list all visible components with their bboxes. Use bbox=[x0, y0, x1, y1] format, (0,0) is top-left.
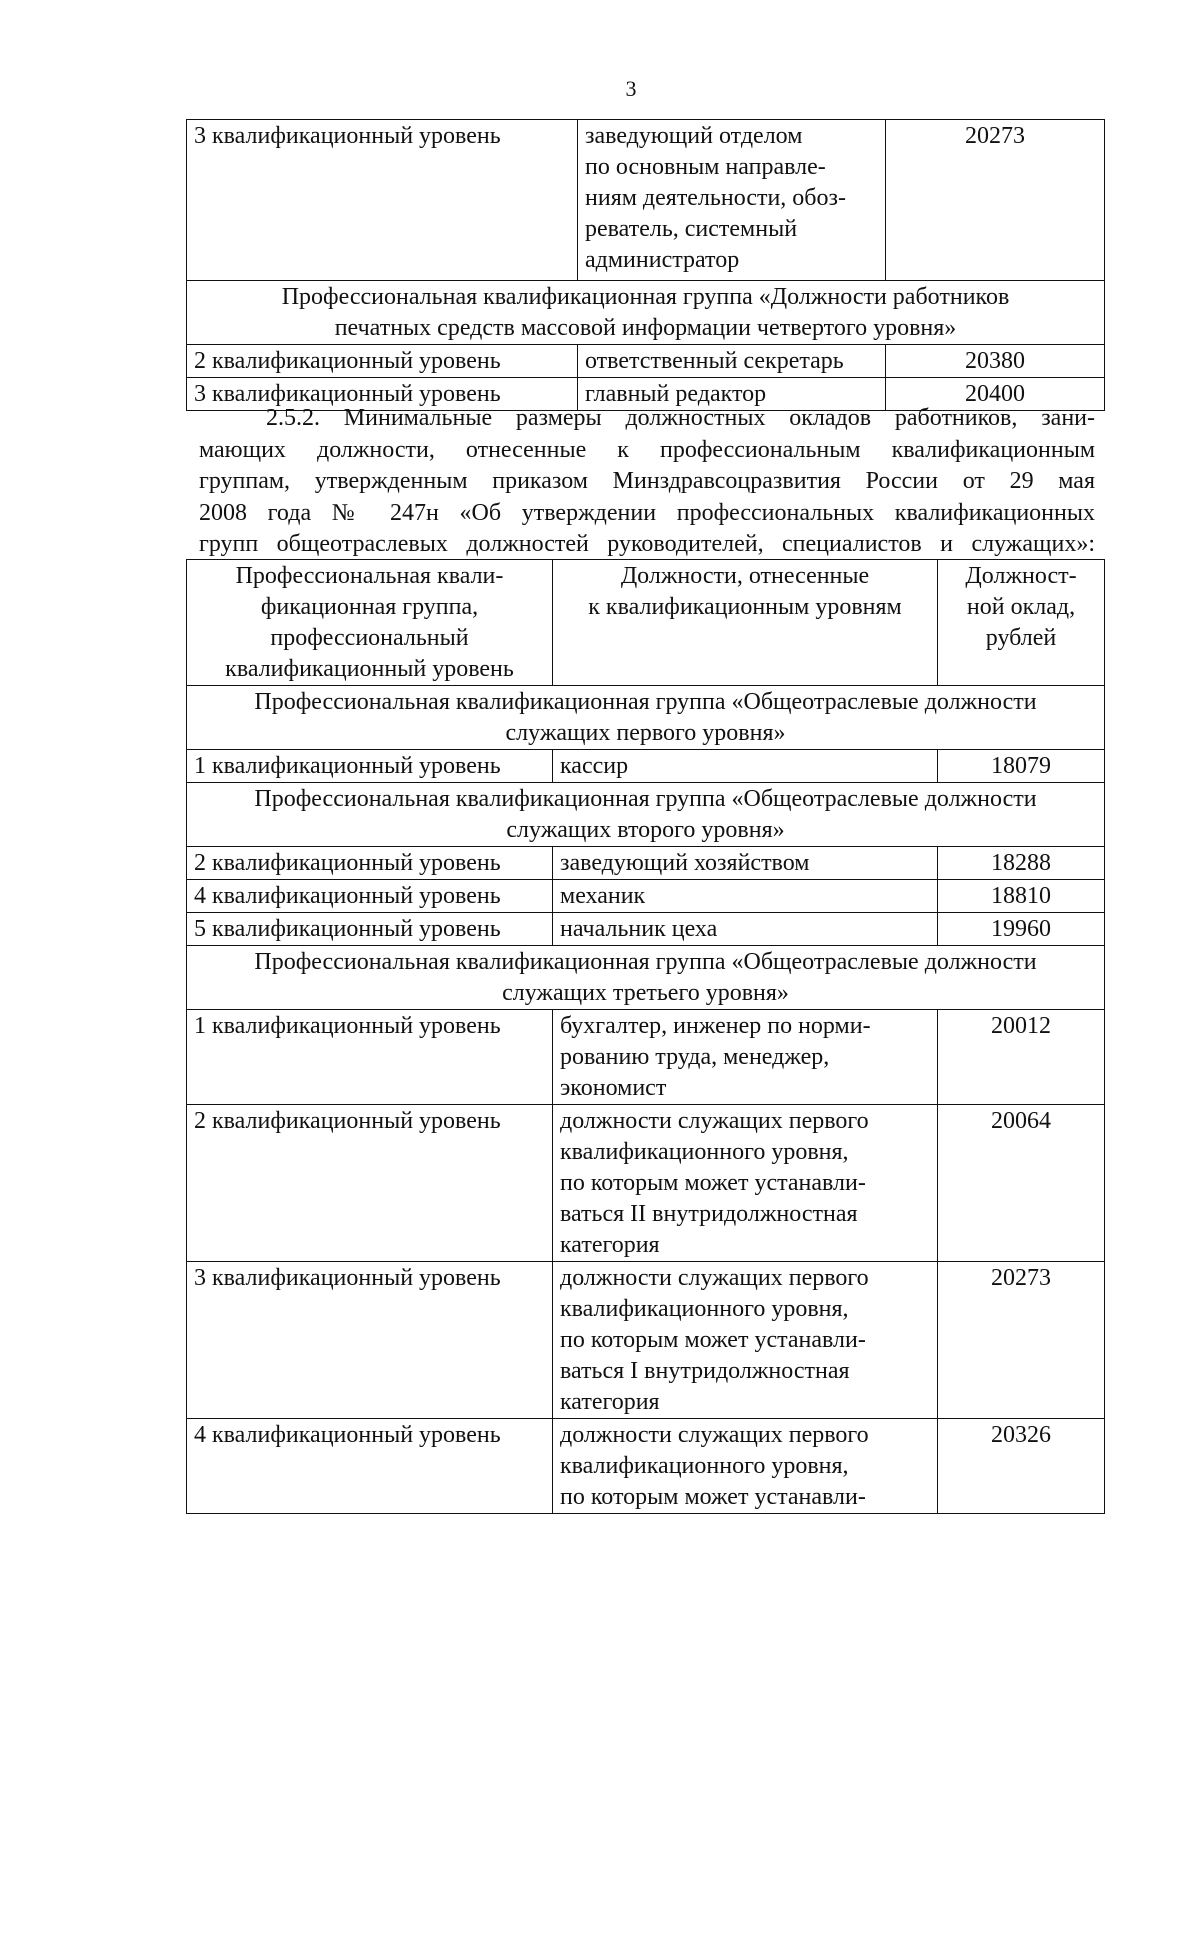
level-cell: 4 квалификационный уровень bbox=[187, 880, 553, 913]
positions-cell: должности служащих первого квалификационного уровня, по которым может устанавли- ваться I внутридолжностная категория bbox=[553, 1262, 938, 1419]
level-cell: 1 квалификационный уровень bbox=[187, 750, 553, 783]
positions-cell: должности служащих первого квалификационного уровня, по которым может устанавли- ваться II внутридолжностная категория bbox=[553, 1105, 938, 1262]
header-row bbox=[187, 560, 1105, 686]
level-cell: 4 квалификационный уровень bbox=[187, 1419, 553, 1514]
table-row bbox=[187, 1010, 1105, 1105]
salary-cell: 20273 bbox=[938, 1262, 1105, 1419]
salary-cell: 20380 bbox=[886, 345, 1105, 378]
positions-cell: начальник цеха bbox=[553, 913, 938, 946]
table-row bbox=[187, 913, 1105, 946]
level-cell: 1 квалификационный уровень bbox=[187, 1010, 553, 1105]
page-number: 3 bbox=[625, 76, 637, 101]
salary-cell: 18810 bbox=[938, 880, 1105, 913]
salary-cell: 18288 bbox=[938, 847, 1105, 880]
main-salary-table bbox=[186, 559, 1105, 1514]
paragraph-line: мающих должности, отнесенные к профессиональным квалификационным bbox=[199, 436, 1095, 463]
level-cell: 2 квалификационный уровень bbox=[187, 847, 553, 880]
level-cell: 2 квалификационный уровень bbox=[187, 345, 578, 378]
table-row bbox=[187, 1105, 1105, 1262]
positions-cell: заведующий хозяйством bbox=[553, 847, 938, 880]
table-row bbox=[187, 1262, 1105, 1419]
table-row bbox=[187, 750, 1105, 783]
group-row bbox=[187, 783, 1105, 847]
positions-cell: механик bbox=[553, 880, 938, 913]
positions-cell: кассир bbox=[553, 750, 938, 783]
group-row bbox=[187, 946, 1105, 1010]
top-salary-table bbox=[186, 119, 1105, 411]
level-cell: 2 квалификационный уровень bbox=[187, 1105, 553, 1262]
group-row bbox=[187, 686, 1105, 750]
group-row bbox=[187, 281, 1105, 345]
table-row bbox=[187, 345, 1105, 378]
paragraph-line: 2008 года № 247н «Об утверждении профессиональных квалификационных bbox=[199, 499, 1095, 526]
salary-cell: 18079 bbox=[938, 750, 1105, 783]
salary-cell: 19960 bbox=[938, 913, 1105, 946]
paragraph-line: группам, утвержденным приказом Минздравсоцразвития России от 29 мая bbox=[199, 468, 1095, 494]
salary-cell: 20012 bbox=[938, 1010, 1105, 1105]
header-group-level: Профессиональная квали- фикационная группа, профессиональный квалификационный уровень bbox=[187, 560, 553, 686]
paragraph-line: 2.5.2. Минимальные размеры должностных окладов работников, зани- bbox=[266, 405, 1095, 431]
header-salary: Должност- ной оклад, рублей bbox=[938, 560, 1105, 686]
group-heading: Профессиональная квалификационная группа «Общеотраслевые должности служащих второго уровня» bbox=[187, 783, 1105, 847]
positions-cell: ответственный секретарь bbox=[578, 345, 886, 378]
salary-cell: 20273 bbox=[886, 120, 1105, 281]
level-cell: 3 квалификационный уровень bbox=[187, 378, 578, 411]
salary-cell: 20400 bbox=[886, 378, 1105, 411]
positions-cell: заведующий отделом по основным направле- ниям деятельности, обоз- реватель, системный администратор bbox=[578, 120, 886, 281]
table-row bbox=[187, 847, 1105, 880]
level-cell: 5 квалификационный уровень bbox=[187, 913, 553, 946]
salary-cell: 20064 bbox=[938, 1105, 1105, 1262]
body-paragraph bbox=[199, 403, 1095, 561]
positions-cell: бухгалтер, инженер по норми- рованию труда, менеджер, экономист bbox=[553, 1010, 938, 1105]
header-positions: Должности, отнесенные к квалификационным уровням bbox=[553, 560, 938, 686]
group-heading: Профессиональная квалификационная группа «Общеотраслевые должности служащих третьего уровня» bbox=[187, 946, 1105, 1010]
paragraph-line: групп общеотраслевых должностей руководителей, специалистов и служащих»: bbox=[199, 531, 1095, 557]
salary-cell: 20326 bbox=[938, 1419, 1105, 1514]
group-heading: Профессиональная квалификационная группа «Общеотраслевые должности служащих первого уровня» bbox=[187, 686, 1105, 750]
level-cell: 3 квалификационный уровень bbox=[187, 1262, 553, 1419]
positions-cell: главный редактор bbox=[578, 378, 886, 411]
group-heading: Профессиональная квалификационная группа «Должности работников печатных средств массовой информации четвертого уровня» bbox=[187, 281, 1105, 345]
level-cell: 3 квалификационный уровень bbox=[187, 120, 578, 281]
table-row bbox=[187, 120, 1105, 281]
positions-cell: должности служащих первого квалификационного уровня, по которым может устанавли- bbox=[553, 1419, 938, 1514]
table-row bbox=[187, 1419, 1105, 1514]
table-row bbox=[187, 880, 1105, 913]
